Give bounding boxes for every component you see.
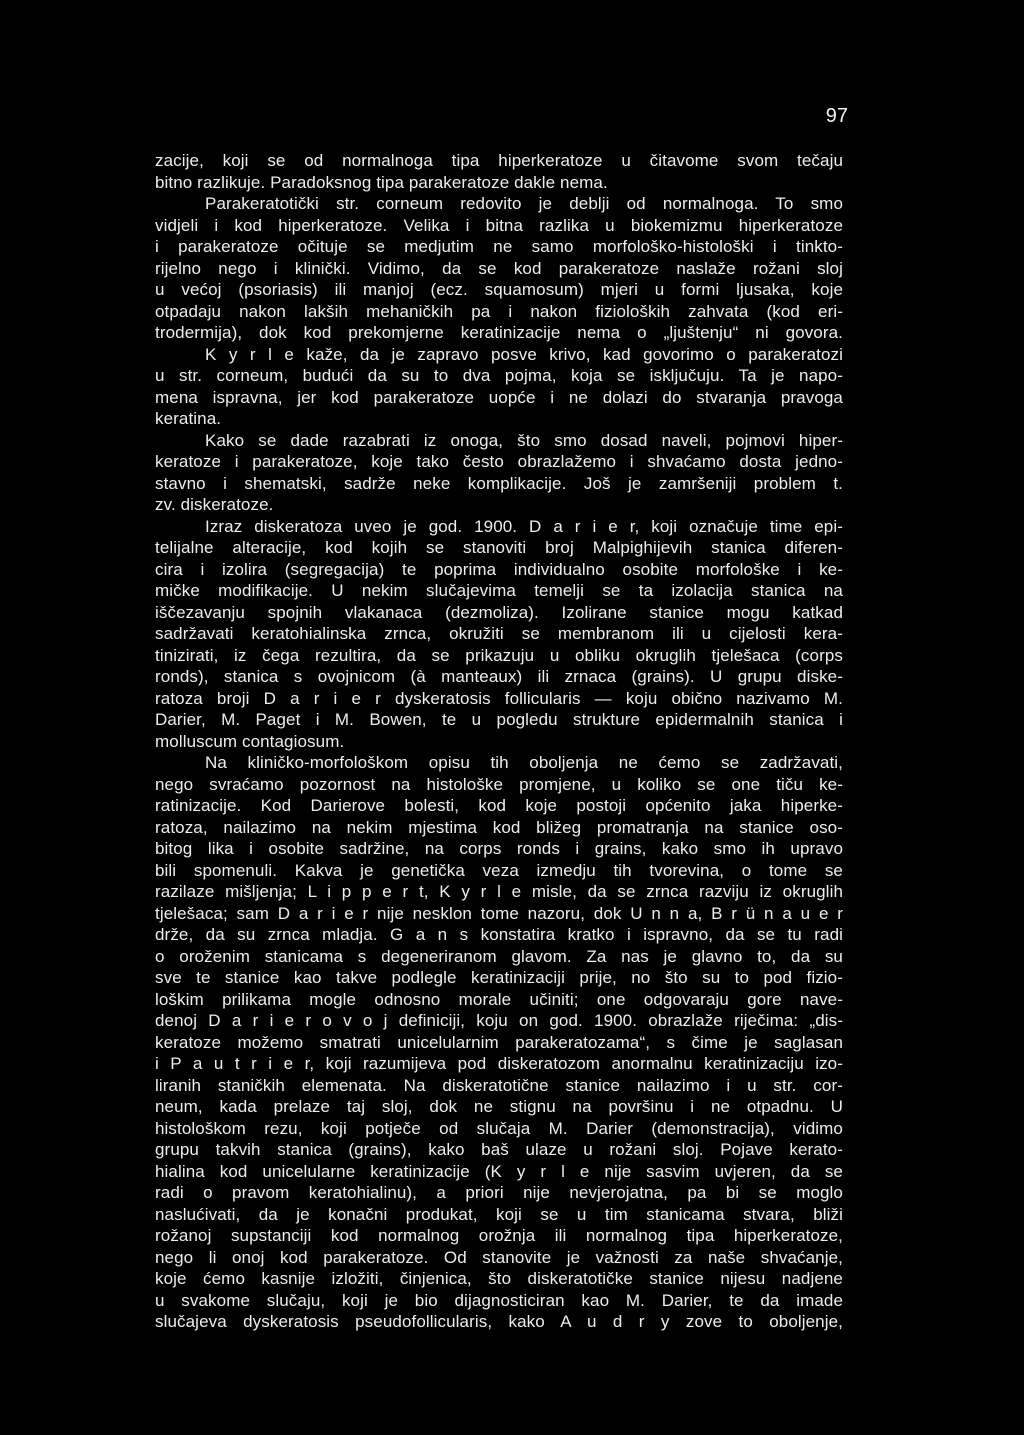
text-line: sadržavati keratohialinska zrnca, okružiti se membranom ili u cijelosti kera- [155, 624, 843, 643]
text-line: zv. diskeratoze. [155, 495, 274, 514]
text-line: keratoze možemo smatrati unicelularnim parakeratozama“, s čime je saglasan [155, 1032, 843, 1052]
text-line: slučajeva dyskeratosis pseudofollicularis, kako A u d r y zove to oboljenje, [155, 1312, 843, 1331]
text-line: tinizirati, iz čega rezultira, da se prikazuju u obliku okruglih tjelešaca (corps [155, 645, 843, 665]
text-line: ratoza broji D a r i e r dyskeratosis follicularis — koju obično nazivamo M. [155, 688, 843, 708]
text-line: rožanoj supstanciji kod normalnog orožnja ili normalnog tipa hiperkeratoze, [155, 1226, 843, 1245]
text-line: ratinizacije. Kod Darierove bolesti, kod koje postoji općenito jaka hiperke- [155, 796, 843, 815]
text-line: u većoj (psoriasis) ili manjoj (ecz. squamosum) mjeri u formi ljusaka, koje [155, 280, 843, 299]
text-line: Parakeratotički str. corneum redovito je deblji od normalnoga. To smo [205, 194, 843, 213]
text-line: bitog lika i osobite sadržine, na corps ronds i grains, kako smo ih upravo [155, 839, 843, 858]
text-line: K y r l e kaže, da je zapravo posve krivo, kad govorimo o parakeratozi [205, 344, 843, 364]
text-line: i P a u t r i e r, koji razumijeva pod diskeratozom anormalnu keratinizaciju izo- [155, 1054, 843, 1073]
text-line: liranih staničkih elemenata. Na diskeratotične stanice nailazimo i u str. cor- [155, 1075, 843, 1095]
text-line: Kako se dade razabrati iz onoga, što smo dosad naveli, pojmovi hiper- [205, 430, 843, 450]
text-line: ratoza, nailazimo na nekim mjestima kod bližeg promatranja na stanice oso- [155, 817, 843, 837]
text-line: trodermija), dok kod prekomjerne keratinizacije nema o „ljuštenju“ ni govora. [155, 323, 843, 342]
text-line: u str. corneum, budući da su to dva pojma, koja se isključuju. Ta je napo- [155, 366, 843, 385]
text-line: grupu takvih stanica (grains), kako baš ulaze u rožani sloj. Pojave kerato- [155, 1140, 843, 1159]
text-line: histološkom rezu, koji potječe od slučaja M. Darier (demonstracija), vidimo [155, 1118, 843, 1138]
text-line: mičke modifikacije. U nekim slučajevima temelji se ta izolacija stanica na [155, 581, 843, 600]
text-line: molluscum contagiosum. [155, 731, 345, 751]
text-line: otpadaju nakon lakših mehaničkih pa i nakon fizioloških zahvata (kod eri- [155, 301, 843, 321]
text-line: cira i izolira (segregacija) te poprima individualno osobite morfološke i ke- [155, 559, 843, 579]
text-line: u svakome slučaju, koji je bio dijagnosticiran kao M. Darier, te da imade [155, 1290, 843, 1310]
text-line: iščezavanju spojnih vlakanaca (dezmoliza). Izolirane stanice mogu katkad [155, 602, 843, 622]
text-line: nego svraćamo pozornost na histološke promjene, u koliko se one tiču ke- [155, 774, 843, 794]
text-line: koje ćemo kasnije izložiti, činjenica, što diskeratotičke stanice nijesu nadjene [155, 1269, 843, 1288]
text-line: drže, da su zrnca mladja. G a n s konstatira kratko i ispravno, da se tu radi [155, 925, 843, 944]
text-line: telijalne alteracije, kod kojih se stanoviti broj Malpighijevih stanica diferen- [155, 538, 843, 557]
text-line: Darier, M. Paget i M. Bowen, te u pogledu strukture epidermalnih stanica i [155, 710, 843, 729]
text-line: rijelno nego i klinički. Vidimo, da se kod parakeratoze naslaže rožani sloj [155, 258, 843, 278]
text-line: loškim prilikama mogle odnosno morale učiniti; one odgovaraju gore nave- [155, 989, 843, 1009]
text-line: keratoze i parakeratoze, koje tako često obrazlažemo i shvaćamo dosta jedno- [155, 452, 843, 471]
text-line: o oroženim stanicama s degeneriranom glavom. Za nas je glavno to, da su [155, 946, 843, 966]
text-line: denoj D a r i e r o v o j definiciji, koju on god. 1900. obrazlaže riječima: „dis- [155, 1011, 843, 1030]
text-line: mena ispravna, jer kod parakeratoze uopće i ne dolazi do stvaranja pravoga [155, 387, 843, 407]
text-line: nego li onoj kod parakeratoze. Od stanovite je važnosti za naše shvaćanje, [155, 1247, 843, 1267]
text-line: naslućivati, da je konačni produkat, koji se u tim stanicama stvara, bliži [155, 1204, 843, 1224]
text-line: tjelešaca; sam D a r i e r nije nesklon tome nazoru, dok U n n a, B r ü n a u e r [155, 903, 843, 923]
text-line: stavno i shematski, sadrže neke komplikacije. Još je zamršeniji problem t. [155, 473, 843, 493]
text-line: bitno razlikuje. Paradoksnog tipa parakeratoze dakle nema. [155, 172, 608, 192]
text-line: zacije, koji se od normalnoga tipa hiperkeratoze u čitavome svom tečaju [155, 151, 843, 170]
text-line: neum, kada prelaze taj sloj, dok ne stignu na površinu i ne otpadnu. U [155, 1097, 843, 1116]
text-line: bili spomenuli. Kakva je genetička veza izmedju tih tvorevina, o tome se [155, 860, 843, 880]
text-line: i parakeratoze očituje se medjutim ne samo morfološko-histološki i tinkto- [155, 237, 843, 256]
text-line: keratina. [155, 409, 222, 428]
text-line: sve te stanice kao takve podlegle keratinizaciji prije, no što su to pod fizio- [155, 968, 843, 987]
text-line: radi o pravom keratohialinu), a priori nije nevjerojatna, pa bi se moglo [155, 1183, 843, 1202]
text-line: razilaze mišljenja; L i p p e r t, K y r l e misle, da se zrnca razviju iz okruglih [155, 882, 843, 901]
page-number: 97 [825, 105, 848, 127]
text-line: vidjeli i kod hiperkeratoze. Velika i bitna razlika u biokemizmu hiperkeratoze [155, 215, 843, 235]
text-line: Izraz diskeratoza uveo je god. 1900. D a r i e r, koji označuje time epi- [205, 516, 843, 536]
text-line: hialina kod unicelularne keratinizacije (K y r l e nije sasvim uvjeren, da se [155, 1161, 843, 1181]
text-line: Na kliničko-morfološkom opisu tih oboljenja ne ćemo se zadržavati, [205, 753, 843, 772]
body-text [155, 150, 843, 1333]
text-line: ronds), stanica s ovojnicom (à manteaux) ili zrnaca (grains). U grupu diske- [155, 667, 843, 686]
